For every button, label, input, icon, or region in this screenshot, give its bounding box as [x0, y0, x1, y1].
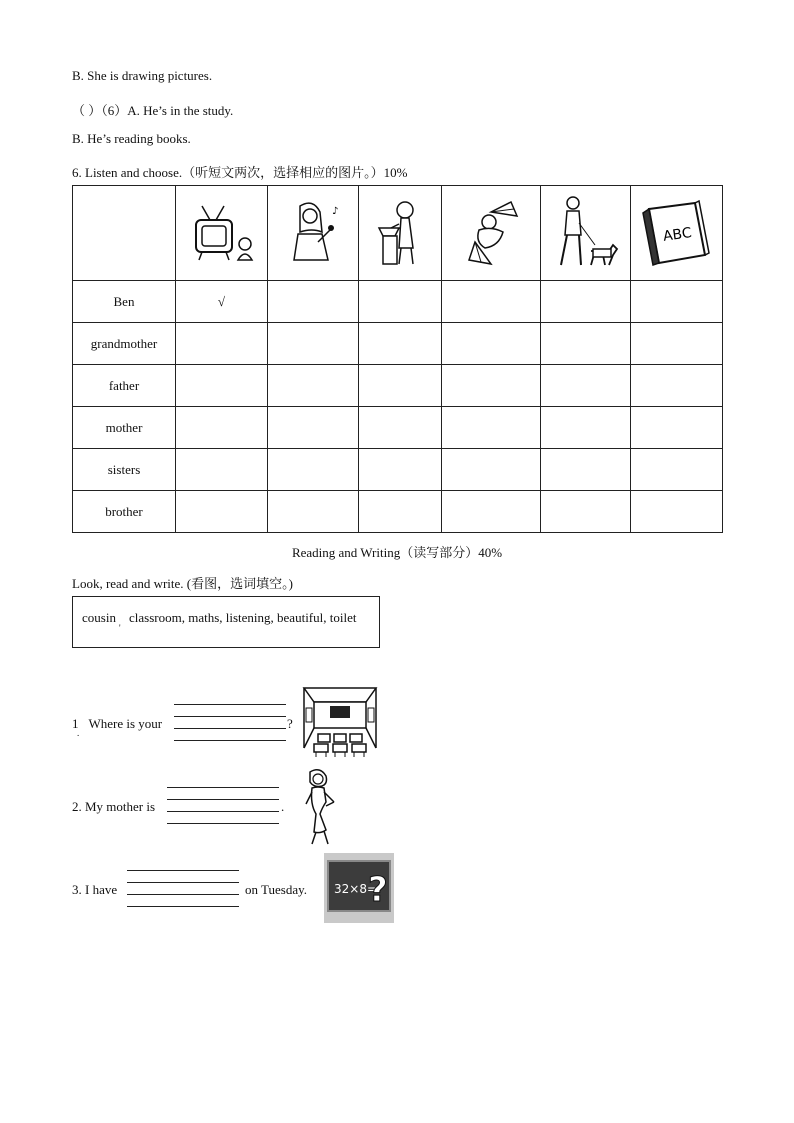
answer-cell[interactable] [359, 491, 442, 533]
section-6-heading: 6. Listen and choose.（听短文两次，选择相应的图片。）10% [72, 165, 408, 180]
row-name-cell: mother [73, 407, 176, 449]
answer-cell[interactable] [442, 365, 541, 407]
maths-blackboard-picture [324, 853, 394, 923]
answer-cell[interactable] [268, 449, 359, 491]
answer-cell[interactable] [631, 407, 723, 449]
answer-cell[interactable] [268, 365, 359, 407]
answer-cell[interactable] [541, 281, 631, 323]
answer-cell[interactable] [176, 323, 268, 365]
man-walking-dog-picture [541, 186, 631, 281]
word-bank-first-word: cousin [82, 610, 116, 625]
q2-answer-blank[interactable] [167, 787, 279, 835]
girl-singing-picture [268, 186, 359, 281]
answer-cell[interactable]: √ [176, 281, 268, 323]
q2-period: . [281, 799, 285, 814]
answer-cell[interactable] [541, 449, 631, 491]
word-bank-words: classroom, maths, listening, beautiful, toilet [129, 610, 357, 625]
classroom-picture [300, 684, 380, 758]
answer-cell[interactable] [176, 491, 268, 533]
answer-cell[interactable] [541, 365, 631, 407]
answer-cell[interactable] [541, 407, 631, 449]
answer-cell[interactable] [268, 407, 359, 449]
listen-choose-table [72, 185, 723, 533]
row-name-cell: brother [73, 491, 176, 533]
blackboard-equation: 32×8= [334, 882, 378, 896]
answer-cell[interactable] [359, 281, 442, 323]
tv-baby-picture [176, 186, 268, 281]
question-1 [72, 716, 162, 732]
man-at-podium-picture [359, 186, 442, 281]
row-name-cell: sisters [73, 449, 176, 491]
answer-cell[interactable] [631, 365, 723, 407]
answer-cell[interactable] [359, 449, 442, 491]
question-2: 2. My mother is [72, 799, 156, 814]
row-name-cell: father [73, 365, 176, 407]
word-bank-comma: ' [119, 623, 121, 633]
table-row [73, 281, 723, 323]
answer-parentheses[interactable]: （ ） [72, 103, 102, 118]
table-row [73, 407, 723, 449]
option-b-drawing: B. She is drawing pictures. [72, 68, 213, 83]
q3-on-tuesday: on Tuesday. [245, 882, 308, 897]
question-6-line [72, 100, 233, 119]
header-empty-cell [73, 186, 176, 281]
answer-cell[interactable] [359, 365, 442, 407]
q1-question-mark: ? [287, 716, 293, 731]
answer-cell[interactable] [176, 365, 268, 407]
answer-cell[interactable] [442, 491, 541, 533]
answer-cell[interactable] [442, 323, 541, 365]
answer-cell[interactable] [268, 491, 359, 533]
row-name-cell: grandmother [73, 323, 176, 365]
look-read-write-instruction: Look, read and write. (看图，选词填空。) [72, 576, 293, 591]
answer-cell[interactable] [176, 407, 268, 449]
q1-answer-blank[interactable] [174, 704, 286, 752]
beautiful-woman-picture [296, 768, 340, 846]
option-a-study: （6）A. He’s in the study. [101, 103, 234, 118]
q3-answer-blank[interactable] [127, 870, 239, 918]
answer-cell[interactable] [359, 407, 442, 449]
row-name-cell: Ben [73, 281, 176, 323]
q1-dot: . [77, 728, 80, 738]
answer-cell[interactable] [631, 281, 723, 323]
q1-text: Where is your [88, 716, 163, 731]
answer-cell[interactable] [268, 323, 359, 365]
table-row [73, 491, 723, 533]
table-row [73, 323, 723, 365]
q1-number: 1 [72, 716, 79, 731]
answer-cell[interactable] [442, 281, 541, 323]
reading-writing-heading: Reading and Writing（读写部分）40% [291, 545, 503, 560]
table-row [73, 365, 723, 407]
answer-cell[interactable] [442, 407, 541, 449]
answer-cell[interactable] [176, 449, 268, 491]
svg-text:♪: ♪ [332, 206, 339, 217]
abc-book-picture [631, 186, 723, 281]
answer-cell[interactable] [541, 323, 631, 365]
option-b-reading: B. He’s reading books. [72, 131, 191, 146]
answer-cell[interactable] [631, 323, 723, 365]
answer-cell[interactable] [268, 281, 359, 323]
word-bank-box [72, 596, 380, 648]
answer-cell[interactable] [359, 323, 442, 365]
answer-cell[interactable] [541, 491, 631, 533]
book-abc-text: ABC [661, 225, 693, 245]
table-row [73, 449, 723, 491]
answer-cell[interactable] [442, 449, 541, 491]
answer-cell[interactable] [631, 491, 723, 533]
answer-cell[interactable] [631, 449, 723, 491]
svg-text:?: ? [368, 870, 388, 910]
question-3: 3. I have [72, 882, 118, 897]
woman-fan-dance-picture [442, 186, 541, 281]
